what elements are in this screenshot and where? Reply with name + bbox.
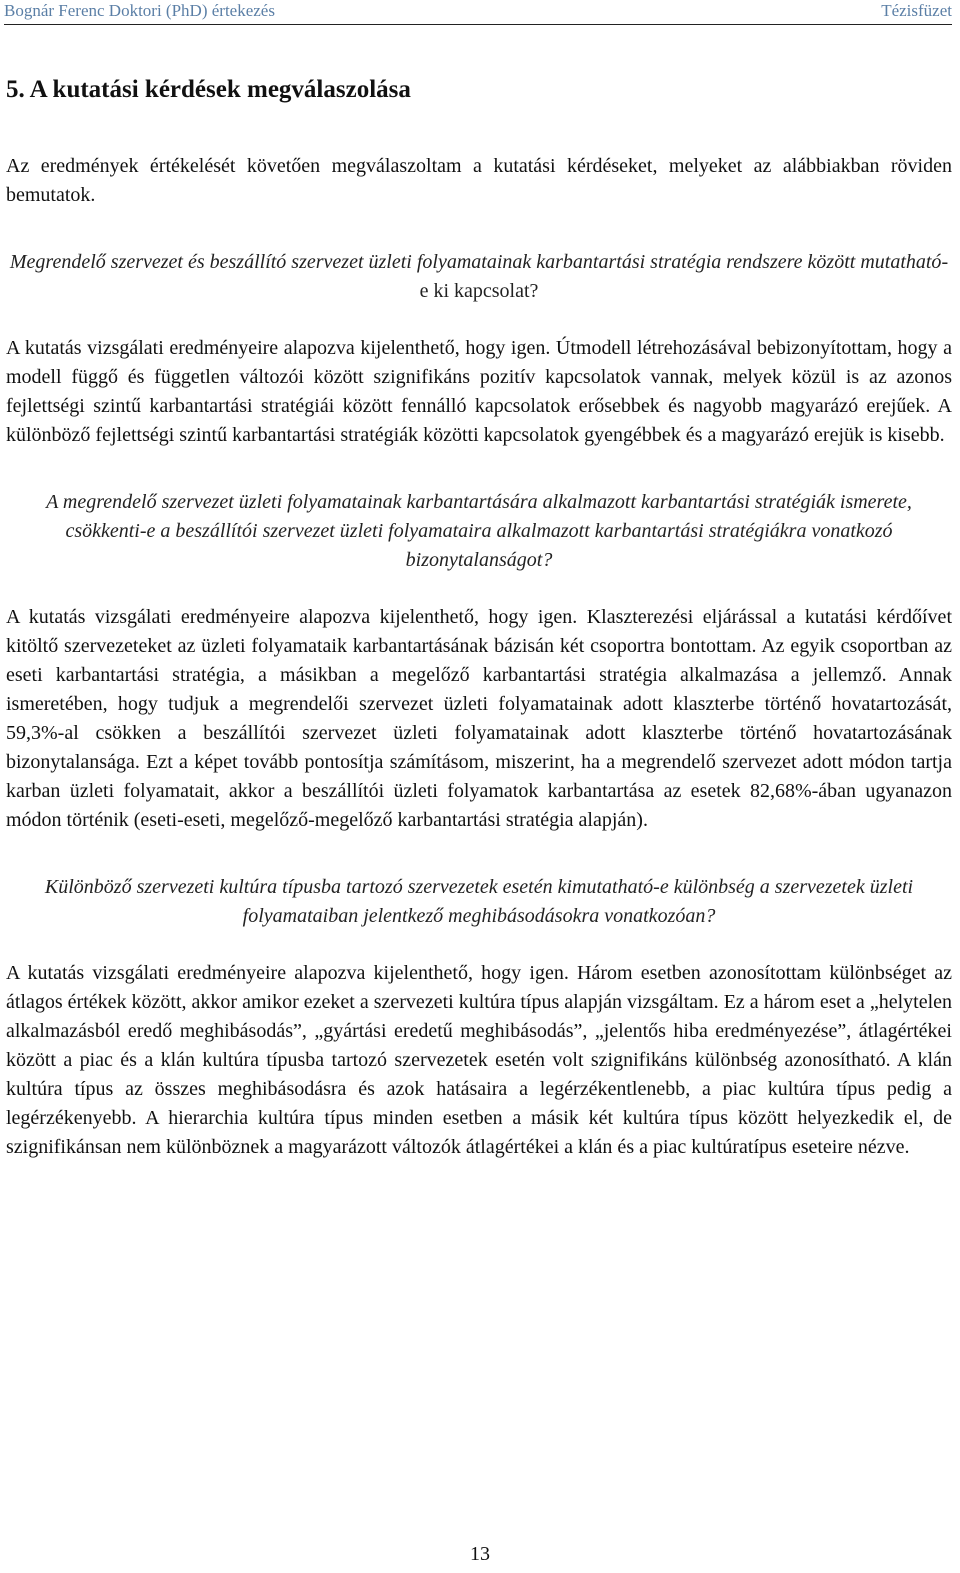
- page-content: [6, 72, 952, 1162]
- answer-paragraph-2: A kutatás vizsgálati eredményeire alapozva kijelenthető, hogy igen. Klaszterezési eljárással a kutatási kérdőívet kitöltő szervezeteket az üzleti folyamataik karbantartásának bázisán két csoportra bontottam. Az egyik csoportban az eseti karbantartási stratégia, a másikban a megelőző karbantartási stratégia alkalmazása a jellemző. Annak ismeretében, hogy tudjuk a megrendelői szervezet üzleti folyamatainak adott klaszterbe történő hovatartozását, 59,3%-al csökken a beszállítói szervezet üzleti folyamatainak adott klaszterbe történő hovatartozásának bizonytalansága. Ezt a képet tovább pontosítja számításom, miszerint, ha a megrendelő szervezet adott módon tartja karban üzleti folyamatait, akkor a beszállítói üzleti folyamatok karbantartása az esetek 82,68%-ában ugyanazon módon történik (eseti-eseti, megelőző-megelőző karbantartási stratégia alapján).: [6, 606, 952, 831]
- page-header: [4, 0, 952, 25]
- research-question-1: [6, 248, 952, 306]
- research-question-1-italic: Megrendelő szervezet és beszállító szervezet üzleti folyamatainak karbantartási stratégia rendszere között mutatható: [9, 251, 942, 273]
- header-document-type: Tézisfüzet: [881, 1, 952, 20]
- header-author-title: Bognár Ferenc Doktori (PhD) értekezés: [4, 1, 275, 20]
- page-number: 13: [470, 1543, 490, 1565]
- research-question-1-upright: -e ki kapcsolat?: [419, 251, 949, 302]
- answer-paragraph-1: A kutatás vizsgálati eredményeire alapozva kijelenthető, hogy igen. Útmodell létrehozásával bebizonyítottam, hogy a modell függő és független változói között szignifikáns pozitív kapcsolatok vannak, melyek közül is az azonos fejlettségi szintű karbantartási stratégiái között fennálló kapcsolatok erősebbek és nagyobb magyarázó erejűek. A különböző fejlettségi szintű karbantartási stratégiák közötti kapcsolatok gyengébbek és a magyarázó erejük is kisebb.: [6, 337, 952, 446]
- section-title: 5. A kutatási kérdések megválaszolása: [6, 76, 411, 103]
- answer-paragraph-3: A kutatás vizsgálati eredményeire alapozva kijelenthető, hogy igen. Három esetben azonosítottam különbséget az átlagos értékek között, akkor amikor ezeket a szervezeti kultúra típus alapján vizsgáltam. Ez a három eset a „helytelen alkalmazásból eredő meghibásodás”, „gyártási eredetű meghibásodás”, „jelentős hiba eredményezése”, átlagértékei között a piac és a klán kultúra típusba tartozó szervezetek esetén volt szignifikáns különbség azonosítható. A klán kultúra típus az összes meghibásodásra és azok hatásaira a legérzékentlenebb, a piac kultúra típus pedig a legérzékenyebb. A hierarchia kultúra típus minden esetben a másik két kultúra típus között helyezkedik el, de szignifikánsan nem különböznek a magyarázott változók átlagértékei a klán és a piac kultúratípus eseteire nézve.: [6, 962, 952, 1158]
- intro-paragraph: Az eredmények értékelését követően megválaszoltam a kutatási kérdéseket, melyeket az alábbiakban röviden bemutatok.: [6, 155, 952, 206]
- research-question-3: Különböző szervezeti kultúra típusba tartozó szervezetek esetén kimutatható-e különbség a szervezetek üzleti folyamataiban jelentkező meghibásodásokra vonatkozóan?: [44, 876, 914, 927]
- research-question-2: A megrendelő szervezet üzleti folyamatainak karbantartására alkalmazott karbantartási stratégiák ismerete, csökkenti-e a beszállítói szervezet üzleti folyamataira alkalmazott karbantartási stratégiákra vonatkozó bizonytalanságot?: [46, 491, 912, 571]
